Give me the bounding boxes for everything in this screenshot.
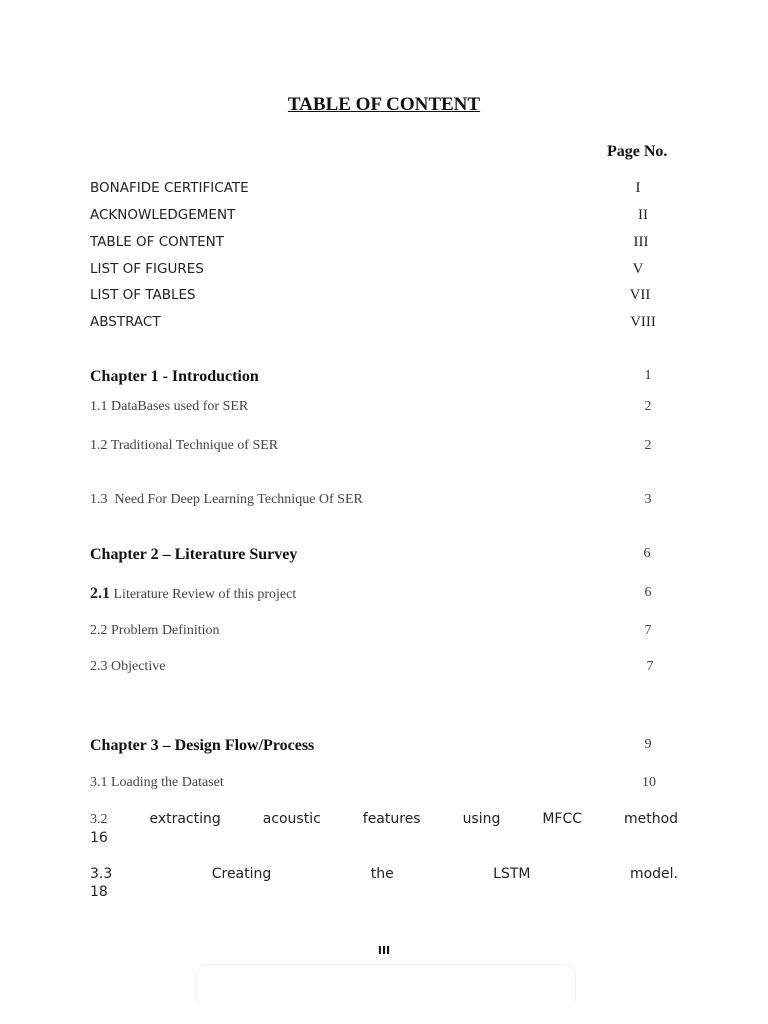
section-page: 7: [646, 659, 654, 674]
toc-entry-label: LIST OF FIGURES: [90, 261, 204, 277]
section-word: MFCC: [542, 811, 583, 827]
footer-decoration: [196, 964, 576, 1009]
section-number: 2.1: [90, 585, 110, 602]
toc-entry-label: LIST OF TABLES: [90, 287, 196, 303]
section-word: model.: [629, 866, 678, 882]
section-label: 1.3 Need For Deep Learning Technique Of SER: [90, 492, 363, 507]
section-line: [90, 865, 678, 883]
toc-entry-table-of-content: [90, 234, 678, 256]
toc-entry-bonafide: [90, 180, 678, 202]
toc-section-2-3: [90, 659, 678, 681]
toc-section-2-1: [90, 585, 678, 607]
section-page: 2: [644, 399, 652, 414]
section-page: 10: [642, 775, 656, 790]
section-word: acoustic: [262, 811, 321, 827]
section-label: [90, 585, 296, 603]
section-word: method: [623, 811, 679, 827]
toc-entry-label: BONAFIDE CERTIFICATE: [90, 180, 249, 196]
footer-page-number: III: [377, 944, 391, 957]
toc-entry-list-of-tables: [90, 287, 678, 309]
toc-section-2-2: [90, 623, 678, 645]
section-label: 3.1 Loading the Dataset: [90, 775, 224, 790]
section-number: 3.2: [90, 812, 108, 827]
toc-entry-acknowledgement: [90, 207, 678, 229]
section-page: 2: [644, 438, 652, 453]
section-word: using: [462, 811, 501, 827]
section-line: [90, 810, 678, 829]
section-page: 16: [90, 830, 108, 846]
section-word: the: [370, 866, 394, 882]
toc-section-3-2: [90, 810, 678, 847]
section-page: 18: [90, 884, 108, 900]
toc-entry-label: TABLE OF CONTENT: [90, 234, 224, 250]
chapter-title: Chapter 2 – Literature Survey: [90, 546, 298, 563]
section-number: 3.3: [90, 866, 113, 882]
section-label: 1.2 Traditional Technique of SER: [90, 438, 279, 453]
toc-section-1-3: [90, 492, 678, 514]
section-label: 1.1 DataBases used for SER: [90, 399, 249, 414]
toc-entry-page: VIII: [630, 314, 656, 330]
toc-section-3-1: [90, 775, 678, 797]
section-page: 7: [644, 623, 652, 638]
section-word: features: [362, 811, 421, 827]
toc-section-1-2: [90, 438, 678, 460]
section-text: Literature Review of this project: [113, 587, 297, 602]
toc-entry-page: VII: [629, 287, 651, 303]
toc-chapter-3: [90, 737, 678, 759]
toc-chapter-1: [90, 368, 678, 390]
section-word: Creating: [211, 866, 272, 882]
toc-section-1-1: [90, 399, 678, 421]
chapter-title: Chapter 3 – Design Flow/Process: [90, 737, 315, 754]
toc-entry-page: V: [632, 261, 644, 277]
page-no-header: Page No.: [607, 143, 668, 160]
chapter-page: 1: [644, 368, 652, 383]
toc-entry-page: III: [633, 234, 649, 250]
section-label: 2.3 Objective: [90, 659, 166, 674]
section-page: 6: [644, 585, 652, 600]
section-label: 2.2 Problem Definition: [90, 623, 220, 638]
toc-entry-list-of-figures: [90, 261, 678, 283]
toc-entry-page: I: [635, 180, 641, 196]
section-word: extracting: [149, 811, 221, 827]
toc-entry-label: ABSTRACT: [90, 314, 161, 330]
toc-section-3-3: [90, 865, 678, 901]
toc-entry-page: II: [638, 207, 648, 223]
section-word: LSTM: [493, 866, 531, 882]
chapter-title: Chapter 1 - Introduction: [90, 368, 259, 385]
chapter-page: 6: [643, 546, 651, 561]
section-page: 3: [644, 492, 652, 507]
toc-entry-abstract: [90, 314, 678, 336]
toc-entry-label: ACKNOWLEDGEMENT: [90, 207, 236, 223]
chapter-page: 9: [644, 737, 652, 752]
toc-chapter-2: [90, 546, 678, 568]
page-title: TABLE OF CONTENT: [287, 94, 481, 115]
